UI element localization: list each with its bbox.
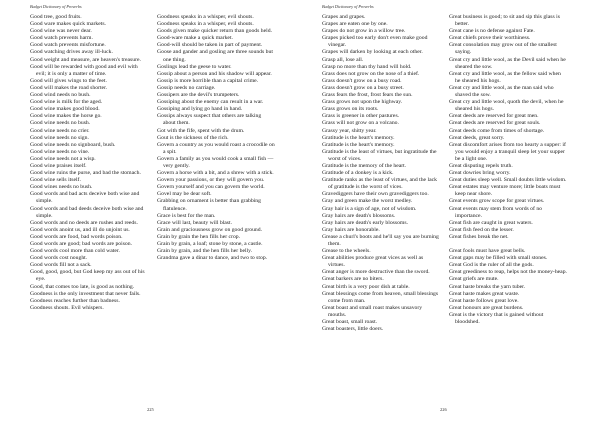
proverb-entry: Good wine needs no sign. <box>30 134 89 141</box>
proverb-entry: Grass doesn't grow on a busy street. <box>322 84 404 91</box>
running-header: Budget Dictionary of Proverbs <box>322 4 374 9</box>
proverb-entry: Gray hairs are honorable. <box>322 226 380 233</box>
proverb-entry: Grabbing on ornament is better than grabbing flatulence. <box>157 198 261 212</box>
proverb-entry: Got with the fife, spent with the drum. <box>157 127 245 134</box>
proverb-entry: Grass will not grow on a volcano. <box>322 120 399 127</box>
proverb-entry: Grace will last, beauty will blast. <box>157 219 233 226</box>
proverb-entry: Grease to the wheels. <box>322 248 371 255</box>
proverb-entry: Great boast and small roast makes unsavory mouths. <box>322 304 423 318</box>
proverb-entry: Gratitude is the least of virtues, but ingratitude the worst of vices. <box>322 148 437 162</box>
proverb-entry: Great haste makes great waste. <box>449 290 520 297</box>
proverb-entry: Gossiping and lying go hand in hand. <box>157 106 243 113</box>
proverb-entry: Good watch prevents harm. <box>30 35 93 42</box>
proverb-entry: Good watch prevents misfortune. <box>30 42 106 49</box>
proverb-entry: Great honours are great burdens. <box>449 304 524 311</box>
proverb-entry: Great blessings come from heaven, small blessings come from man. <box>322 290 439 304</box>
proverb-entry: Great estates may venture more; little boats must keep near shore. <box>449 184 561 198</box>
proverb-entry: Great barkers are no biters. <box>322 276 384 283</box>
proverb-entry: Good will gives wings to the feet. <box>30 77 107 84</box>
proverb-entry: Good words and no deeds are rushes and reeds. <box>30 219 138 226</box>
proverb-entry: Gray hairs are death's blossoms. <box>322 212 396 219</box>
proverb-entry: Good, that comes too late, is good as nothing. <box>30 283 135 290</box>
proverb-entry: Great chiefs prove their worthiness. <box>449 35 531 42</box>
right-page-column-2 <box>449 14 567 326</box>
proverb-entry: Good wines needs no bush. <box>30 184 93 191</box>
proverb-entry: Good weight and measure, are heaven's treasure. <box>30 56 141 63</box>
proverb-entry: Great deeds come from times of shortage. <box>449 127 545 134</box>
proverb-entry: Great boasters, little doers. <box>322 326 384 333</box>
proverb-entry: Gratitude of a donkey is a kick. <box>322 170 394 177</box>
proverb-entry: Good wine needs not a wisp. <box>30 155 96 162</box>
proverb-entry: Grain by grain, a loaf; stone by stone, a castle. <box>157 241 263 247</box>
proverb-entry: Great anger is more destructive than the sword. <box>322 269 430 276</box>
proverb-entry: Goodness speaks in a whisper, evil shouts. <box>157 14 254 20</box>
proverb-entry: Great consolation may grow out of the smallest saying. <box>449 42 557 56</box>
proverb-entry: Good, good, good, but God keep my ass out of his eye. <box>30 269 145 283</box>
proverb-entry: Good words are good; bad words are poison. <box>30 241 133 247</box>
right-page-column-1 <box>322 14 440 333</box>
proverb-entry: Great events may stem from words of no importance. <box>449 205 543 219</box>
proverb-entry: Good words fill not a sack. <box>30 262 92 269</box>
proverb-entry: Good ware makes quick markets. <box>30 21 106 28</box>
proverb-entry: Great griefs are mute. <box>449 276 499 283</box>
proverb-entry: Great fish feed on the lesser. <box>449 226 514 233</box>
proverb-entry: Grapes are eaten one by one. <box>322 21 388 28</box>
proverb-entry: Great deeds, great sorry. <box>449 134 505 141</box>
proverb-entry: Good-will should be taken in part of payment. <box>157 42 263 49</box>
proverb-entry: Good wine praises itself. <box>30 162 87 169</box>
proverb-entry: Goose and gander and gosling are three sounds but one thing. <box>157 49 273 63</box>
proverb-entry: Great haste breaks the yarn tuber. <box>449 283 526 290</box>
proverb-entry: Great cane is no defense against Fate. <box>449 28 535 35</box>
proverb-entry: Grain by grain, and the hen fills her belly. <box>157 248 253 255</box>
left-page-column-2 <box>157 14 275 262</box>
proverb-entry: Good words anoint us, and ill do unjoint us. <box>30 226 130 233</box>
proverb-entry: Grass doesn't grow on a busy road. <box>322 77 402 84</box>
right-page <box>300 0 600 424</box>
proverb-entry: Gray hair is a sign of age, not of wisdom. <box>322 205 417 212</box>
proverb-entry: Grasp all, lose all. <box>322 56 364 63</box>
proverb-entry: Good wine was never dear. <box>30 28 92 35</box>
proverb-entry: Gossip needs no carriage. <box>157 84 216 91</box>
proverb-entry: Grease a churl's boots and he'll say you are burning them. <box>322 233 439 247</box>
proverb-entry: Great cry and little wool, as the man said who shaved the sow. <box>449 84 554 99</box>
proverb-entry: Good wine is milk for the aged. <box>30 99 103 106</box>
proverb-entry: Great fishes break the net. <box>449 233 509 240</box>
proverb-entry: Govern a country as you would roast a crocodile on a spit. <box>157 141 275 155</box>
proverb-entry: Good wine ruins the purse, and bad the stomach. <box>30 170 141 177</box>
proverb-entry: Great boast, small roast. <box>322 319 378 326</box>
proverb-entry: Govern a horse with a bit, and a shrew with a stick. <box>157 170 274 177</box>
proverb-entry: Good wine makes good blood. <box>30 106 100 113</box>
proverb-entry: Good-ware make a quick market. <box>157 35 233 42</box>
proverb-entry: Grass does not grow on the nose of a thief. <box>322 70 420 77</box>
proverb-entry: Govern your passions, or they will govern you. <box>157 177 265 184</box>
proverb-entry: Great business is good; to sit and sip this glass is better. <box>449 14 560 28</box>
proverb-entry: Gossips always suspect that others are talking about them. <box>157 113 262 127</box>
proverb-entry: Grapes picked too early don't even make good vinegar. <box>322 35 428 49</box>
proverb-entry: Great abilities produce great vices as well as virtues. <box>322 255 424 269</box>
proverb-entry: Good will makes the road shorter. <box>30 84 108 91</box>
proverb-entry: Grandma gave a dinar to dance, and two to stop. <box>157 255 268 262</box>
proverb-entry: Gratitude is the heart's memory. <box>322 134 395 141</box>
running-header: Budget Dictionary of Proverbs <box>30 4 82 9</box>
proverb-entry: Great fish are caught in great waters. <box>449 219 533 226</box>
left-page-column-1 <box>30 14 148 312</box>
proverb-entry: Grain by grain the hen fills her crop. <box>157 233 241 240</box>
proverb-entry: Great disputing repels truth. <box>449 162 513 169</box>
proverb-entry: Great deeds are reserved for great souls. <box>449 120 541 127</box>
proverb-entry: Good wine needs no crier. <box>30 127 90 134</box>
proverb-entry: Good wine sells itself. <box>30 177 81 184</box>
proverb-entry: Good wine needs no signboard, bush. <box>30 141 116 148</box>
proverb-entry: Goslings lead the geese to water. <box>157 63 232 70</box>
proverb-entry: Govel may be dear soft. <box>157 191 212 198</box>
proverb-entry: Grass fears the frost, frost fears the sun. <box>322 92 413 99</box>
proverb-entry: Good tree, good fruits. <box>30 14 82 20</box>
proverb-entry: Grapes and grapes. <box>322 14 366 20</box>
proverb-entry: Gratitude ranks as the least of virtues, and the lack of gratitude is the worst of vices. <box>322 177 437 191</box>
proverb-entry: Govern a family as you would cook a small fish — very gently. <box>157 155 274 169</box>
proverb-entry: Goods given make quicker return than goods held. <box>157 28 272 35</box>
proverb-entry: Good wine needs no vine. <box>30 148 90 155</box>
proverb-entry: Great cry and little wool, as the Devil said when he sheared the sow. <box>449 56 566 70</box>
proverb-entry: Grass is greener in other pastures. <box>322 113 400 120</box>
proverb-entry: Great cry and little wool, quoth the devil, when he sheared his hogs. <box>449 99 564 113</box>
proverb-entry: Great events grow scope for great virtues. <box>449 198 545 205</box>
proverb-entry: Great dowries bring worry. <box>449 170 511 177</box>
proverb-entry: Great discomfort arises from too hearty a supper: if you would enjoy a tranquil sleep let your supper be a light one. <box>449 141 566 162</box>
page-number: 226 <box>440 407 447 412</box>
proverb-entry: Govern yourself and you can govern the world. <box>157 184 265 191</box>
proverb-entry: Good words and bad deeds deceive both wise and simple. <box>30 205 144 219</box>
proverb-entry: Gossiping about the enemy can result in a war. <box>157 99 264 106</box>
proverb-entry: Grapes will darken by looking at each other. <box>322 49 423 56</box>
proverb-entry: Grapes do not grow in a willow tree. <box>322 28 406 35</box>
proverb-entry: Gravediggers have their own gravediggers too. <box>322 191 429 198</box>
proverb-entry: Great haste follows great love. <box>449 297 519 304</box>
proverb-entry: Grain and graciousness grow on good ground. <box>157 226 263 233</box>
proverb-entry: Great God is the ruler of all the gods. <box>449 262 534 269</box>
proverb-entry: Grassy year, shitty year. <box>322 127 377 134</box>
proverb-entry: Good wine needs no bush. <box>30 120 91 127</box>
proverb-entry: Gratitude is the heart's memory. <box>322 141 395 148</box>
page-number: 225 <box>147 407 154 412</box>
proverb-entry: Good words and bad acts deceive both wise and simple. <box>30 191 140 205</box>
proverb-entry: Good words cool more than cold water. <box>30 248 120 255</box>
proverb-entry: Goodness reaches further than badness. <box>30 297 120 304</box>
proverb-entry: Gossipers are the devil's trumpeters. <box>157 92 240 99</box>
proverb-entry: Great fools must have great bells. <box>449 248 526 255</box>
proverb-entry: Great greediness to reap, helps not the money-heap. <box>449 269 567 276</box>
proverb-entry: Good watching drives away ill-luck. <box>30 49 113 56</box>
proverb-entry: Gray hairs are death's early blossoms. <box>322 219 408 226</box>
proverb-entry: Goodness shouts. Evil whispers. <box>30 304 104 311</box>
proverb-entry: Goodness is the only investment that never fails. <box>30 290 141 297</box>
proverb-entry: Good words are food, bad words poison. <box>30 233 123 240</box>
proverb-entry: Good words cost nought. <box>30 255 88 262</box>
proverb-entry: Gray and green make the worst medley. <box>322 198 413 205</box>
proverb-entry: Good will be rewarded with good and evil with evil; it is only a matter of time. <box>30 63 138 77</box>
proverb-entry: Great birth is a very poor dish at table. <box>322 283 410 290</box>
proverb-entry: Great deeds are reserved for great men. <box>449 113 539 120</box>
proverb-entry: Gossip about a person and his shadow will appear. <box>157 70 272 77</box>
proverb-entry: Good wind needs no bush. <box>30 92 91 99</box>
proverb-entry: Good wine makes the horse go. <box>30 113 102 120</box>
proverb-entry: Grasp no more than thy hand will hold. <box>322 63 412 70</box>
proverb-entry: Goodness speaks in a whisper, evil shouts. <box>157 21 254 28</box>
proverb-entry: Gossip is more horrible than a capital crime. <box>157 77 259 84</box>
proverb-entry: Grace is best for the man. <box>157 212 216 219</box>
proverb-entry: Gratitude is the memory of the heart. <box>322 162 407 169</box>
proverb-entry: Great duties sleep well. Small doubts little wisdom. <box>449 177 567 184</box>
proverb-entry: Great cry and little wool, as the fellow said when he sheared his hogs. <box>449 70 561 84</box>
proverb-entry: Gout is the sickness of the rich. <box>157 134 229 141</box>
proverb-entry: Great is the victory that is gained without bloodshed. <box>449 311 544 326</box>
proverb-entry: Grass grows on its roots. <box>322 106 379 113</box>
proverb-entry: Grass grows not upon the highway. <box>322 99 403 106</box>
proverb-entry: Great gaps may be filled with small stones. <box>449 255 548 262</box>
